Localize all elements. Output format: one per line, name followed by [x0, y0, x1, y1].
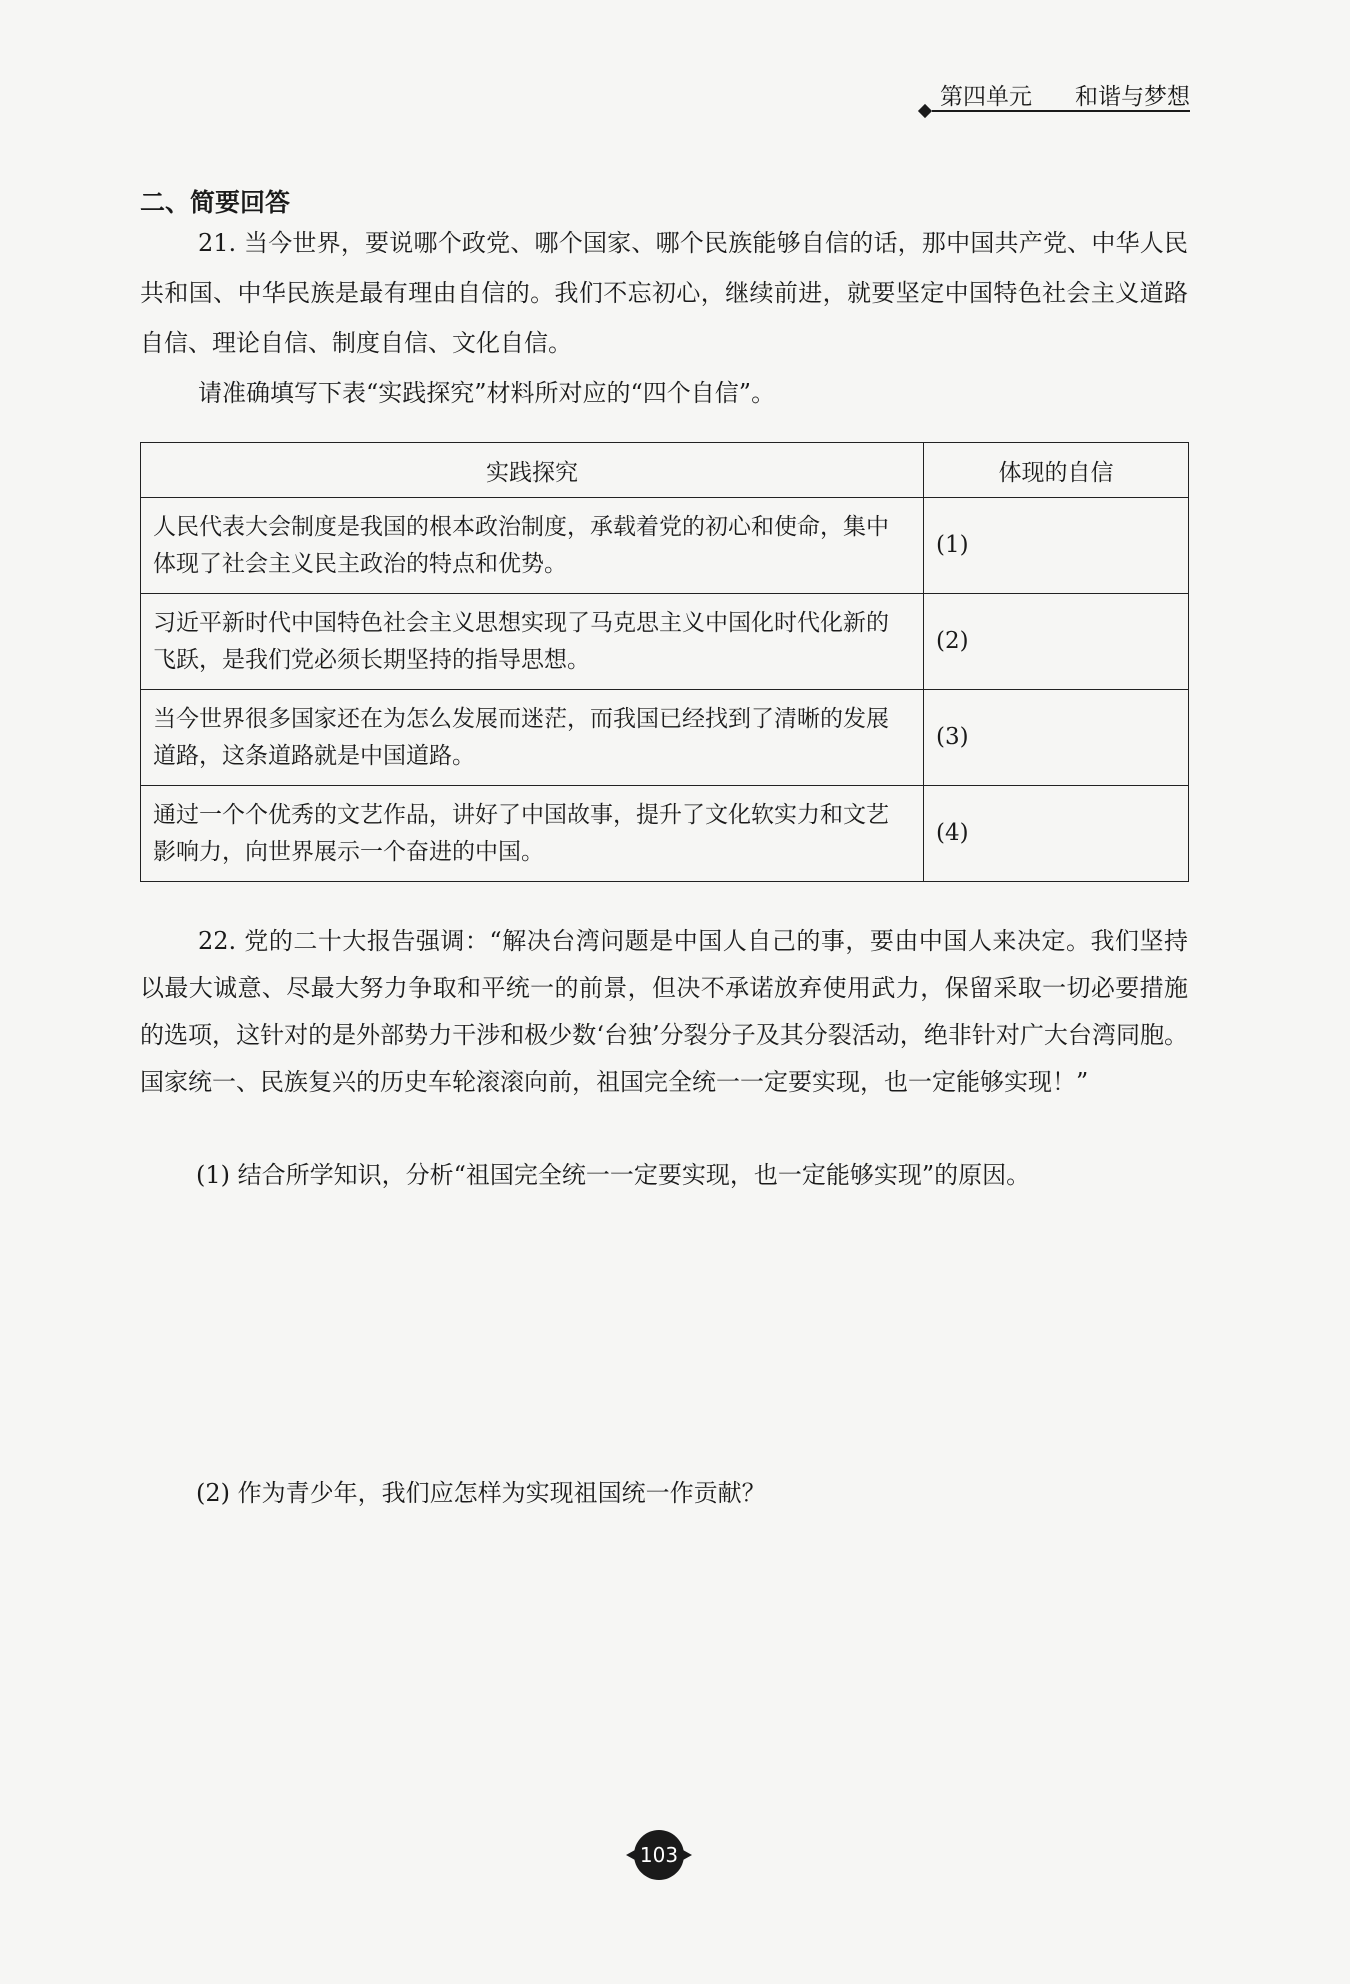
page-header	[920, 78, 1190, 118]
q22-sub2: (2) 作为青少年，我们应怎样为实现祖国统一作贡献？	[196, 1479, 766, 1507]
answer-blank[interactable]: (3)	[924, 690, 1189, 786]
header-confidence: 体现的自信	[924, 443, 1189, 498]
table-header-row	[141, 443, 1189, 498]
table-row	[141, 786, 1189, 882]
row-text: 通过一个个优秀的文艺作品，讲好了中国故事，提升了文化软实力和文艺影响力，向世界展示一个奋进的中国。	[141, 786, 924, 882]
answer-blank[interactable]: (1)	[924, 498, 1189, 594]
row-text: 当今世界很多国家还在为怎么发展而迷茫，而我国已经找到了清晰的发展道路，这条道路就是中国道路。	[141, 690, 924, 786]
q21-intro: 21. 当今世界，要说哪个政党、哪个国家、哪个民族能够自信的话，那中国共产党、中华人民共和国、中华民族是最有理由自信的。我们不忘初心，继续前进，就要坚定中国特色社会主义道路自信、理论自信、制度自信、文化自信。	[140, 229, 1188, 357]
q21-instruction: 请准确填写下表“实践探究”材料所对应的“四个自信”。	[198, 379, 776, 407]
unit-theme: 和谐与梦想	[1075, 84, 1190, 110]
q22-intro: 22. 党的二十大报告强调：“解决台湾问题是中国人自己的事，要由中国人来决定。我们坚持以最大诚意、尽最大努力争取和平统一的前景，但决不承诺放弃使用武力，保留采取一切必要措施的选项，这针对的是外部势力干涉和极少数‘台独’分裂分子及其分裂活动，绝非针对广大台湾同胞。国家统一、民族复兴的历史车轮滚滚向前，祖国完全统一一定要实现，也一定能够实现！”	[140, 927, 1188, 1096]
row-text: 习近平新时代中国特色社会主义思想实现了马克思主义中国化时代化新的飞跃，是我们党必须长期坚持的指导思想。	[141, 594, 924, 690]
row-text: 人民代表大会制度是我国的根本政治制度，承载着党的初心和使命，集中体现了社会主义民主政治的特点和优势。	[141, 498, 924, 594]
header-practice: 实践探究	[141, 443, 924, 498]
table-row	[141, 498, 1189, 594]
practice-table	[140, 442, 1189, 882]
diamond-icon	[918, 104, 932, 118]
section-title: 二、简要回答	[140, 188, 291, 217]
q22-sub1: (1) 结合所学知识，分析“祖国完全统一一定要实现，也一定能够实现”的原因。	[196, 1161, 1031, 1189]
answer-blank[interactable]: (4)	[924, 786, 1189, 882]
page-number: 103	[634, 1830, 684, 1880]
answer-blank[interactable]: (2)	[924, 594, 1189, 690]
table-row	[141, 690, 1189, 786]
unit-label: 第四单元	[940, 84, 1032, 110]
table-row	[141, 594, 1189, 690]
